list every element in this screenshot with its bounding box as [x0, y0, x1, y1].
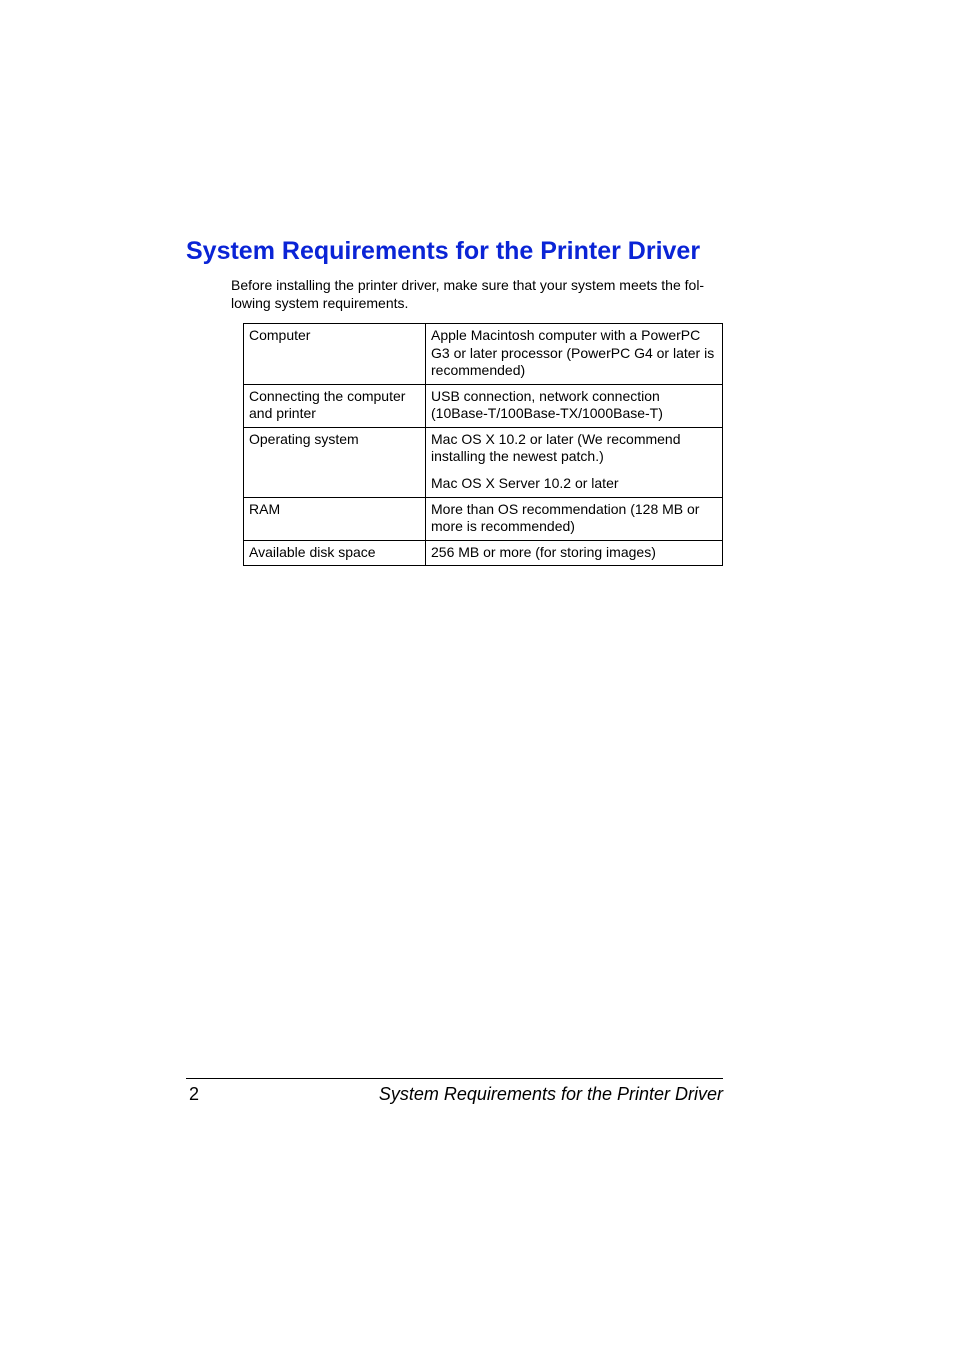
requirement-value-line: Apple Macintosh computer with a PowerPC [431, 327, 701, 343]
requirement-value-line: 256 MB or more (for storing images) [431, 543, 656, 560]
requirement-value-cell [426, 427, 723, 497]
page-title: System Requirements for the Printer Driver [186, 237, 701, 265]
requirement-label-cell [244, 497, 426, 540]
table-row [244, 427, 723, 497]
requirement-value-line: more is recommended) [431, 518, 575, 534]
page-number: 2 [189, 1084, 200, 1104]
requirement-label: Computer [249, 327, 311, 343]
requirements-table [243, 323, 723, 566]
table-row [244, 384, 723, 427]
requirement-value-line: recommended) [431, 362, 526, 378]
requirement-value-cell [426, 324, 723, 385]
requirement-value-cell [426, 540, 723, 566]
table-row [244, 540, 723, 566]
requirement-label-cell [244, 427, 426, 497]
requirement-value-line: Mac OS X Server 10.2 or later [431, 475, 619, 491]
requirement-label: and printer [249, 405, 316, 421]
requirement-label-cell [244, 324, 426, 385]
table-row [244, 497, 723, 540]
table-row [244, 324, 723, 385]
requirement-value-line: Mac OS X 10.2 or later (We recommend [431, 430, 681, 447]
requirement-value-line: installing the newest patch.) [431, 448, 604, 464]
requirement-value-line: USB connection, network connection [431, 387, 660, 404]
requirement-label-cell [244, 540, 426, 566]
requirement-label: Operating system [249, 430, 359, 447]
requirement-value-line: More than OS recommendation (128 MB or [431, 500, 700, 517]
requirement-value-cell [426, 384, 723, 427]
requirement-label: RAM [249, 500, 281, 517]
intro-line: Before installing the printer driver, make sure that your system meets the fol- [231, 277, 705, 293]
footer-divider [186, 1078, 723, 1079]
intro-line: lowing system requirements. [231, 294, 409, 311]
requirement-label: Available disk space [249, 543, 376, 560]
requirement-value-cell [426, 497, 723, 540]
requirement-label-cell [244, 384, 426, 427]
paragraph-gap [431, 466, 717, 476]
requirement-value-line: G3 or later processor (PowerPC G4 or later is [431, 344, 715, 361]
intro-paragraph [231, 277, 723, 312]
requirement-label: Connecting the computer [249, 387, 406, 404]
requirement-value-line: (10Base-T/100Base-TX/1000Base-T) [431, 405, 663, 421]
running-footer-title: System Requirements for the Printer Driver [378, 1084, 723, 1104]
